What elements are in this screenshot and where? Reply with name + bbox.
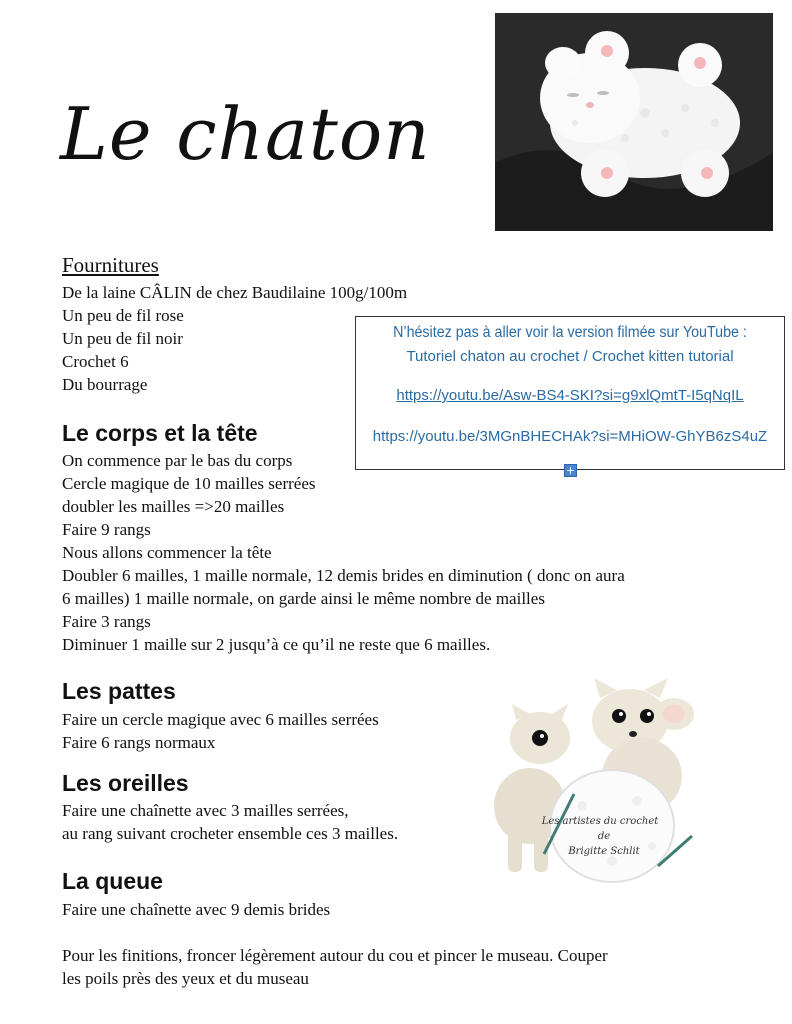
pattes-line: Faire un cercle magique avec 6 mailles serrées xyxy=(62,710,379,729)
corps-line: Cercle magique de 10 mailles serrées xyxy=(62,474,316,493)
fourniture-item: Un peu de fil rose xyxy=(62,306,184,325)
corps-line: On commence par le bas du corps xyxy=(62,451,293,470)
fournitures-heading: Fournitures xyxy=(62,253,159,277)
youtube-info-box xyxy=(355,316,785,470)
youtube-intro-text: N’hésitez pas à aller voir la version filmée sur YouTube : xyxy=(393,324,747,341)
kitten-plush-photo xyxy=(495,13,773,231)
corps-line: Nous allons commencer la tête xyxy=(62,543,272,562)
queue-line: Faire une chaînette avec 9 demis brides xyxy=(62,900,331,919)
corps-line: 6 mailles) 1 maille normale, on garde ainsi le même nombre de mailles xyxy=(62,589,545,608)
page-title: Le chaton xyxy=(60,92,431,176)
corps-line: Diminuer 1 maille sur 2 jusqu’à ce qu’il ne reste que 6 mailles. xyxy=(62,635,491,654)
fourniture-item: De la laine CÂLIN de chez Baudilaine 100g/100m xyxy=(62,283,408,302)
fourniture-item: Crochet 6 xyxy=(62,352,129,371)
watermark-line-2: de xyxy=(597,831,611,842)
corps-line: Doubler 6 mailles, 1 maille normale, 12 demis brides en diminution ( donc on aura xyxy=(62,566,625,585)
corps-line: Faire 3 rangs xyxy=(62,612,151,631)
fourniture-item: Un peu de fil noir xyxy=(62,329,183,348)
queue-heading: La queue xyxy=(62,868,163,894)
pattes-heading: Les pattes xyxy=(62,678,176,704)
oreilles-line: au rang suivant crocheter ensemble ces 3 mailles. xyxy=(62,824,399,843)
fourniture-item: Du bourrage xyxy=(62,375,148,394)
finitions-line: les poils près des yeux et du museau xyxy=(62,969,309,988)
pattes-line: Faire 6 rangs normaux xyxy=(62,733,216,752)
corps-line: Faire 9 rangs xyxy=(62,520,151,539)
oreilles-line: Faire une chaînette avec 3 mailles serrées, xyxy=(62,801,349,820)
textbox-expand-handle[interactable]: + xyxy=(565,464,576,477)
oreilles-heading: Les oreilles xyxy=(62,770,189,796)
watermark-line-1: Les artistes du crochet xyxy=(541,816,659,827)
youtube-tutorial-title: Tutoriel chaton au crochet / Crochet kitten tutorial xyxy=(406,348,734,365)
amigurumi-kittens-photo xyxy=(462,676,708,898)
youtube-link-2[interactable]: https://youtu.be/3MGnBHECHAk?si=MHiOW-GhYB6zS4uZ xyxy=(372,428,768,445)
finitions-line: Pour les finitions, froncer légèrement autour du cou et pincer le museau. Couper xyxy=(62,946,608,965)
youtube-link-1[interactable]: https://youtu.be/Asw-BS4-SKI?si=g9xlQmtT-I5qNqIL xyxy=(396,387,744,404)
corps-heading: Le corps et la tête xyxy=(62,420,258,446)
kitten-plush-illustration xyxy=(495,13,773,231)
watermark-line-3: Brigitte Schlit xyxy=(568,846,640,857)
corps-line: doubler les mailles =>20 mailles xyxy=(62,497,285,516)
amigurumi-kittens-illustration xyxy=(462,676,708,898)
